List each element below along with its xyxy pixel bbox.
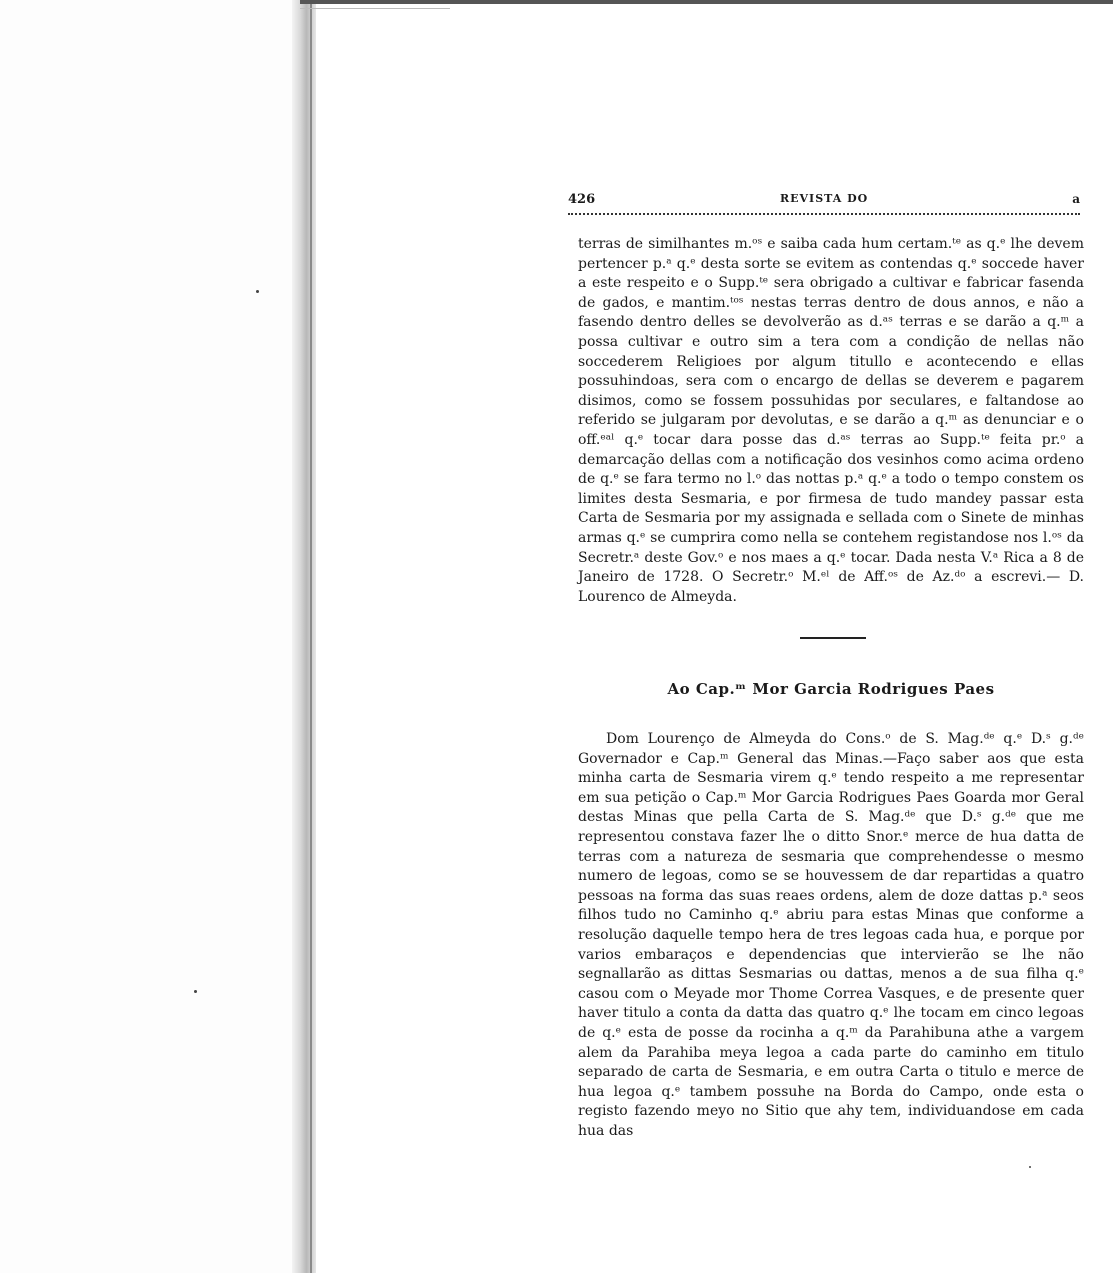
page-top-edge — [300, 0, 1113, 4]
running-head — [568, 192, 1080, 214]
scan-speck — [1029, 1166, 1031, 1168]
body-paragraph: Dom Lourenço de Almeyda do Cons.ᵒ de S. Mag.ᵈᵉ q.ᵉ D.ˢ g.ᵈᵉ Governador e Cap.ᵐ General das Minas.—Faço saber aos que esta minha carta de Sesmaria virem q.ᵉ tendo respeito a me representar em sua petição o Cap.ᵐ Mor Garcia Rodrigues Paes Goarda mor Geral destas Minas que pella Carta de S. Mag.ᵈᵉ que D.ˢ g.ᵈᵉ que me representou constava fazer lhe o ditto Snor.ᵉ merce de hua datta de terras com a natureza de sesmaria que comprehendesse o mesmo numero de legoas, como se se houvessem de dar repartidas a quatro pessoas na forma das suas reaes ordens, alem de doze dattas p.ᵃ seos filhos tudo no Caminho q.ᵉ abriu para estas Minas que conforme a resolução daquelle tempo hera de tres legoas cada hua, e porque por varios embaraços e dependencias que intervierão se lhe não segnallarão as dittas Sesmarias ou dattas, menos a de sua filha q.ᵉ casou com o Meyade mor Thome Correa Vasques, e de presente quer haver titulo a conta da datta das quatro q.ᵉ lhe tocam em cinco legoas de q.ᵉ esta de posse da rocinha a q.ᵐ da Parahibuna athe a vargem alem da Parahiba meya legoa a cada parte do caminho em titulo separado de carta de Sesmaria, e em outra Carta o titulo e merce de hua legoa q.ᵉ tambem possuhe na Borda do Campo, onde esta o registo fazendo meyo no Sitio que ahy tem, individuandose em cada hua das — [578, 731, 1084, 1139]
binding-edge — [310, 0, 312, 1273]
head-mark: a — [1072, 192, 1080, 206]
section-separator — [800, 637, 866, 639]
scan-speck — [194, 990, 197, 993]
journal-title: REVISTA DO — [780, 192, 869, 205]
page-number: 426 — [568, 192, 596, 207]
scan-speck — [256, 290, 259, 293]
header-rule — [568, 213, 1080, 215]
blank-facing-page — [0, 0, 300, 1273]
section-heading: Ao Cap.ᵐ Mor Garcia Rodrigues Paes — [667, 680, 995, 698]
body-paragraph-continued: terras de similhantes m.ᵒˢ e saiba cada hum certam.ᵗᵉ as q.ᵉ lhe devem pertencer p.ᵃ q.ᵉ desta sorte se evitem as contendas q.ᵉ soccede haver a este respeito e o Supp.ᵗᵉ sera obrigado a cultivar e fabricar fasenda de gados, e mantim.ᵗᵒˢ nestas terras dentro de dous annos, e não a fasendo dentro delles se devolverão as d.ᵃˢ terras e se darão a q.ᵐ a possa cultivar e outro sim a tera com a condição de nellas não soccederem Religioes por algum titullo e acontecendo e ellas possuhindoas, sera com o encargo de dellas se deverem e pagarem disimos, como se fossem possuhidas por seculares, e faltandose ao referido se julgaram por devolutas, e se darão a q.ᵐ as denunciar e o off.ᵉᵃˡ q.ᵉ tocar dara posse das d.ᵃˢ terras ao Supp.ᵗᵉ feita pr.ᵒ a demarcação dellas com a notificação dos vesinhos como acima ordeno de q.ᵉ se fara termo no l.ᵒ das nottas p.ᵃ q.ᵉ a todo o tempo constem os limites desta Sesmaria, e por firmesa de tudo mandey passar esta Carta de Sesmaria por my assignada e sellada com o Sinete de minhas armas q.ᵉ se cumprira como nella se contehem registandose nos l.ᵒˢ da Secretr.ᵃ deste Gov.ᵒ e nos maes a q.ᵉ tocar. Dada nesta V.ᵃ Rica a 8 de Janeiro de 1728. O Secretr.ᵒ M.ᵉˡ de Aff.ᵒˢ de Az.ᵈᵒ a escrevi.— D. Lourenco de Almeyda. — [578, 236, 1084, 605]
book-gutter — [292, 0, 316, 1273]
scan-smudge — [300, 8, 450, 21]
